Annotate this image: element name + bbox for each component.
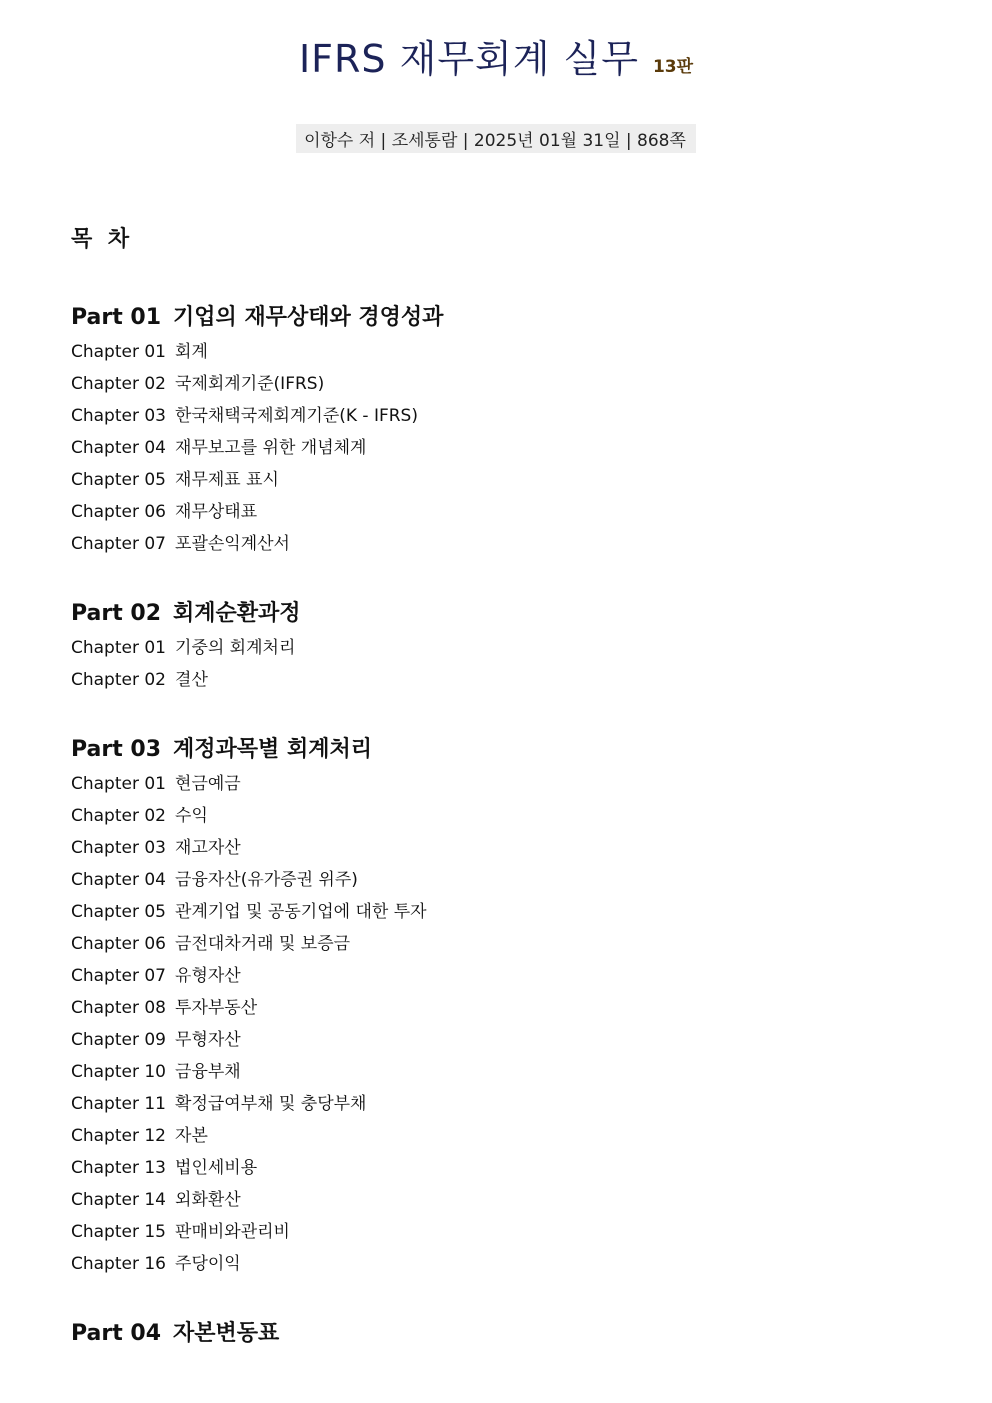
part-label: Part 02	[71, 601, 162, 626]
chapter-title: 기중의 회계처리	[175, 638, 296, 658]
chapter-title: 금전대차거래 및 보증금	[175, 934, 351, 954]
part-heading	[71, 1316, 931, 1352]
chapter-title: 재무상태표	[175, 502, 258, 522]
chapter-title: 금융부채	[175, 1062, 241, 1082]
chapter-item	[71, 1056, 931, 1088]
meta-block	[0, 124, 992, 153]
chapter-item	[71, 928, 931, 960]
part-title: 자본변동표	[173, 1321, 280, 1346]
toc-part	[71, 596, 931, 696]
chapter-title: 주당이익	[175, 1254, 241, 1274]
chapter-item	[71, 496, 931, 528]
part-title: 계정과목별 회계처리	[173, 737, 372, 762]
chapter-title: 한국채택국제회계기준(K - IFRS)	[175, 406, 418, 426]
chapter-item	[71, 1024, 931, 1056]
chapter-label: Chapter 06	[71, 934, 167, 954]
chapter-item	[71, 992, 931, 1024]
chapter-label: Chapter 13	[71, 1158, 167, 1178]
chapter-list	[71, 632, 931, 696]
chapter-title: 재무보고를 위한 개념체계	[175, 438, 367, 458]
toc-heading: 목 차	[71, 227, 134, 252]
chapter-list	[71, 768, 931, 1280]
part-label: Part 03	[71, 737, 162, 762]
chapter-title: 결산	[175, 670, 208, 690]
chapter-title: 외화환산	[175, 1190, 241, 1210]
chapter-label: Chapter 05	[71, 470, 167, 490]
table-of-contents	[71, 300, 931, 1352]
chapter-label: Chapter 04	[71, 438, 167, 458]
chapter-title: 재무제표 표시	[175, 470, 279, 490]
book-meta-line: 이항수 저 | 조세통람 | 2025년 01월 31일 | 868쪽	[296, 124, 696, 153]
chapter-label: Chapter 02	[71, 806, 167, 826]
chapter-item	[71, 1088, 931, 1120]
chapter-label: Chapter 02	[71, 374, 167, 394]
part-title: 회계순환과정	[173, 601, 301, 626]
chapter-label: Chapter 03	[71, 838, 167, 858]
chapter-item	[71, 800, 931, 832]
chapter-item	[71, 832, 931, 864]
chapter-title: 금융자산(유가증권 위주)	[175, 870, 358, 890]
chapter-title: 자본	[175, 1126, 208, 1146]
chapter-label: Chapter 16	[71, 1254, 167, 1274]
chapter-title: 법인세비용	[175, 1158, 258, 1178]
chapter-title: 투자부동산	[175, 998, 258, 1018]
chapter-item	[71, 664, 931, 696]
chapter-label: Chapter 04	[71, 870, 167, 890]
chapter-item	[71, 632, 931, 664]
chapter-item	[71, 864, 931, 896]
chapter-title: 재고자산	[175, 838, 241, 858]
chapter-item	[71, 336, 931, 368]
chapter-label: Chapter 12	[71, 1126, 167, 1146]
chapter-label: Chapter 14	[71, 1190, 167, 1210]
chapter-item	[71, 1184, 931, 1216]
chapter-title: 수익	[175, 806, 208, 826]
chapter-item	[71, 528, 931, 560]
part-label: Part 04	[71, 1321, 162, 1346]
part-heading	[71, 732, 931, 768]
chapter-title: 현금예금	[175, 774, 241, 794]
chapter-label: Chapter 01	[71, 638, 167, 658]
chapter-title: 포괄손익계산서	[175, 534, 290, 554]
title-block	[0, 28, 992, 83]
part-title: 기업의 재무상태와 경영성과	[173, 305, 444, 330]
chapter-item	[71, 896, 931, 928]
book-title: IFRS 재무회계 실무	[298, 37, 639, 81]
chapter-label: Chapter 11	[71, 1094, 167, 1114]
chapter-list	[71, 336, 931, 560]
toc-part	[71, 732, 931, 1280]
toc-part	[71, 1316, 931, 1352]
part-label: Part 01	[71, 305, 162, 330]
chapter-item	[71, 1248, 931, 1280]
chapter-label: Chapter 02	[71, 670, 167, 690]
chapter-title: 유형자산	[175, 966, 241, 986]
edition-label: 13판	[652, 57, 694, 77]
chapter-label: Chapter 01	[71, 774, 167, 794]
chapter-title: 국제회계기준(IFRS)	[175, 374, 325, 394]
chapter-title: 판매비와관리비	[175, 1222, 290, 1242]
chapter-item	[71, 1152, 931, 1184]
chapter-title: 무형자산	[175, 1030, 241, 1050]
chapter-label: Chapter 08	[71, 998, 167, 1018]
part-heading	[71, 300, 931, 336]
chapter-item	[71, 400, 931, 432]
chapter-label: Chapter 07	[71, 534, 167, 554]
chapter-item	[71, 464, 931, 496]
chapter-label: Chapter 09	[71, 1030, 167, 1050]
chapter-item	[71, 368, 931, 400]
chapter-label: Chapter 01	[71, 342, 167, 362]
chapter-title: 회계	[175, 342, 208, 362]
chapter-label: Chapter 05	[71, 902, 167, 922]
chapter-label: Chapter 07	[71, 966, 167, 986]
chapter-item	[71, 432, 931, 464]
chapter-item	[71, 1120, 931, 1152]
chapter-label: Chapter 10	[71, 1062, 167, 1082]
chapter-title: 관계기업 및 공동기업에 대한 투자	[175, 902, 427, 922]
chapter-item	[71, 1216, 931, 1248]
chapter-item	[71, 960, 931, 992]
chapter-label: Chapter 06	[71, 502, 167, 522]
chapter-label: Chapter 15	[71, 1222, 167, 1242]
chapter-label: Chapter 03	[71, 406, 167, 426]
chapter-item	[71, 768, 931, 800]
part-heading	[71, 596, 931, 632]
chapter-title: 확정급여부채 및 충당부채	[175, 1094, 367, 1114]
toc-part	[71, 300, 931, 560]
